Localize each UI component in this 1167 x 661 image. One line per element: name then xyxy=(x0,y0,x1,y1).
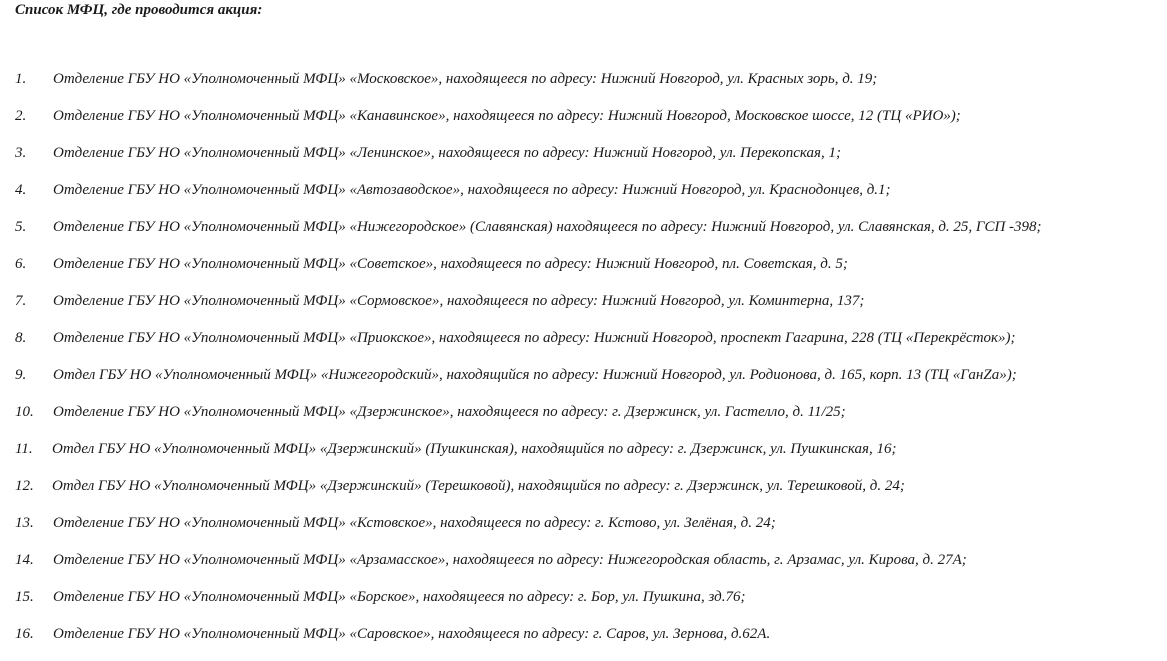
list-item-text: Отделение ГБУ НО «Уполномоченный МФЦ» «Приокское», находящееся по адресу: Нижний Новгород, проспект Гагарина, 228 (ТЦ «Перекрёсток»); xyxy=(53,330,1016,346)
list-item-text: Отдел ГБУ НО «Уполномоченный МФЦ» «Нижегородский», находящийся по адресу: Нижний Новгород, ул. Родионова, д. 165, корп. 13 (ТЦ «ГанZа»); xyxy=(53,367,1017,383)
document-title: Список МФЦ, где проводится акция: xyxy=(15,2,263,18)
list-item-number: 10. xyxy=(15,404,34,420)
list-item-number: 2. xyxy=(15,108,27,124)
list-item-number: 6. xyxy=(15,256,27,272)
list-item-text: Отделение ГБУ НО «Уполномоченный МФЦ» «Арзамасское», находящееся по адресу: Нижегородская область, г. Арзамас, ул. Кирова, д. 27А; xyxy=(53,552,967,568)
list-item-text: Отдел ГБУ НО «Уполномоченный МФЦ» «Дзержинский» (Терешковой), находящийся по адресу: г. Дзержинск, ул. Терешковой, д. 24; xyxy=(52,478,905,494)
list-item-text: Отделение ГБУ НО «Уполномоченный МФЦ» «Дзержинское», находящееся по адресу: г. Дзержинск, ул. Гастелло, д. 11/25; xyxy=(53,404,846,420)
list-item xyxy=(0,513,1167,550)
list-item-number: 13. xyxy=(15,515,34,531)
list-item xyxy=(0,587,1167,624)
list-item xyxy=(0,254,1167,291)
list-item xyxy=(0,217,1167,254)
list-item-text: Отделение ГБУ НО «Уполномоченный МФЦ» «Канавинское», находящееся по адресу: Нижний Новгород, Московское шоссе, 12 (ТЦ «РИО»); xyxy=(53,108,961,124)
list-item xyxy=(0,439,1167,476)
list-item-text: Отделение ГБУ НО «Уполномоченный МФЦ» «Кстовское», находящееся по адресу: г. Кстово, ул. Зелёная, д. 24; xyxy=(53,515,776,531)
list-item-text: Отдел ГБУ НО «Уполномоченный МФЦ» «Дзержинский» (Пушкинская), находящийся по адресу: г. Дзержинск, ул. Пушкинская, 16; xyxy=(52,441,897,457)
list-item-number: 12. xyxy=(15,478,34,494)
list-item-number: 15. xyxy=(15,589,34,605)
list-item-text: Отделение ГБУ НО «Уполномоченный МФЦ» «Ленинское», находящееся по адресу: Нижний Новгород, ул. Перекопская, 1; xyxy=(53,145,841,161)
list-item-number: 16. xyxy=(15,626,34,642)
list-item-number: 8. xyxy=(15,330,27,346)
list-item-text: Отделение ГБУ НО «Уполномоченный МФЦ» «Сормовское», находящееся по адресу: Нижний Новгород, ул. Коминтерна, 137; xyxy=(53,293,865,309)
list-item xyxy=(0,328,1167,365)
list-item-text: Отделение ГБУ НО «Уполномоченный МФЦ» «Борское», находящееся по адресу: г. Бор, ул. Пушкина, зд.76; xyxy=(53,589,746,605)
list-item-text: Отделение ГБУ НО «Уполномоченный МФЦ» «Нижегородское» (Славянская) находящееся по адресу: Нижний Новгород, ул. Славянская, д. 25, ГСП -398; xyxy=(53,219,1042,235)
list-item-number: 11. xyxy=(15,441,33,457)
list-item-text: Отделение ГБУ НО «Уполномоченный МФЦ» «Саровское», находящееся по адресу: г. Саров, ул. Зернова, д.62А. xyxy=(53,626,771,642)
list-item xyxy=(0,402,1167,439)
list-item-text: Отделение ГБУ НО «Уполномоченный МФЦ» «Советское», находящееся по адресу: Нижний Новгород, пл. Советская, д. 5; xyxy=(53,256,848,272)
mfc-list xyxy=(0,69,1167,661)
list-item-number: 14. xyxy=(15,552,34,568)
list-item xyxy=(0,180,1167,217)
list-item xyxy=(0,69,1167,106)
list-item-number: 5. xyxy=(15,219,27,235)
list-item xyxy=(0,291,1167,328)
list-item-number: 7. xyxy=(15,293,27,309)
list-item xyxy=(0,365,1167,402)
list-item-number: 4. xyxy=(15,182,27,198)
list-item xyxy=(0,143,1167,180)
list-item xyxy=(0,476,1167,513)
list-item xyxy=(0,106,1167,143)
list-item-number: 9. xyxy=(15,367,27,383)
list-item xyxy=(0,550,1167,587)
list-item-text: Отделение ГБУ НО «Уполномоченный МФЦ» «Московское», находящееся по адресу: Нижний Новгород, ул. Красных зорь, д. 19; xyxy=(53,71,878,87)
list-item xyxy=(0,624,1167,661)
list-item-number: 3. xyxy=(15,145,27,161)
list-item-number: 1. xyxy=(15,71,27,87)
list-item-text: Отделение ГБУ НО «Уполномоченный МФЦ» «Автозаводское», находящееся по адресу: Нижний Новгород, ул. Краснодонцев, д.1; xyxy=(53,182,891,198)
